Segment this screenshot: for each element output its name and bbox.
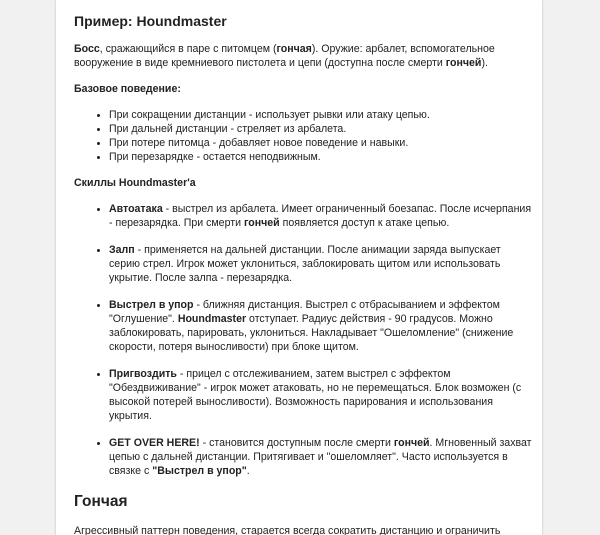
document-page [56, 0, 542, 535]
skill-bold: гончей [243, 217, 280, 229]
list-item: • При сокращении дистанции - использует рывки или атаку цепью. [109, 108, 534, 122]
skill-volley [109, 243, 534, 285]
skill-text: появляется доступ к атаке цепью. [279, 217, 450, 229]
hound-paragraph: Агрессивный паттерн поведения, старается всегда сократить дистанцию и ограничить [74, 525, 501, 535]
section-title-hound: Гончая [74, 493, 128, 510]
skill-pin [109, 367, 534, 423]
list-item: • При перезарядке - остается неподвижным. [109, 150, 534, 164]
base-behavior-list [74, 108, 534, 164]
skill-text: - выстрел из арбалета. Имеет ограниченный боезапас. После исчерпания - перезарядка. При смерти [109, 203, 532, 229]
intro-text-2: ). Оружие: арбалет, вспомогательное вооружение в виде кремниевого пистолета и цепи (доступна после смерти [74, 43, 495, 69]
skill-name: Автоатака [109, 203, 163, 215]
intro-pet-gen: гончей [445, 57, 482, 69]
skill-name: Пригвоздить [109, 368, 177, 380]
intro-pet: гончая [276, 43, 312, 55]
skill-name: GET OVER HERE! [109, 437, 200, 449]
skill-bold: гончей [393, 437, 430, 449]
skill-text: отступает. Радиус действия - 90 градусов. Можно заблокировать, парировать, уклониться. Накладывает "Ошеломление" (снижение скорости, потеря выносливости) при блоке щитом. [109, 313, 514, 353]
skill-autoattack [109, 202, 534, 230]
skill-name: Выстрел в упор [109, 299, 194, 311]
document-content [74, 12, 534, 535]
skill-text: - ближняя дистанция. Выстрел с отбрасыванием и эффектом "Оглушение". [109, 299, 500, 325]
skills-list [74, 202, 534, 478]
intro-paragraph [74, 42, 534, 70]
page-title: Пример: Houndmaster [74, 13, 227, 29]
skill-text: - прицел с отслеживанием, затем выстрел с эффектом "Обездвиживание" - игрок может атаковать, но не перемещаться. Блок возможен (с высокой потерей выносливости). Возможность парирования и использования укрытия. [109, 368, 522, 422]
skill-bold: "Выстрел в упор" [152, 465, 247, 477]
skill-text: - применяется на дальней дистанции. После анимации заряда выпускает серию стрел. Игрок может уклониться, заблокировать щитом или использовать укрытие. После залпа - перезарядка. [109, 244, 501, 284]
skill-get-over-here [109, 436, 534, 478]
list-item: • При дальней дистанции - стреляет из арбалета. [109, 122, 534, 136]
skill-point-blank [109, 298, 534, 354]
skills-title: Скиллы Houndmaster'a [74, 177, 196, 189]
base-behavior-title: Базовое поведение: [74, 83, 181, 95]
skill-text: - становится доступным после смерти [199, 437, 394, 449]
intro-text-3: ). [481, 57, 488, 69]
intro-text-1: , сражающийся в паре с питомцем ( [99, 43, 277, 55]
skill-bold: Houndmaster [177, 313, 247, 325]
skill-text: . Мгновенный захват цепью с дальней дистанции. Притягивает и "ошеломляет". Часто используется в связке с [109, 437, 532, 477]
list-item: • При потере питомца - добавляет новое поведение и навыки. [109, 136, 534, 150]
skill-text: . [246, 465, 250, 477]
intro-boss: Босс [74, 43, 100, 55]
skill-name: Залп [109, 244, 135, 256]
